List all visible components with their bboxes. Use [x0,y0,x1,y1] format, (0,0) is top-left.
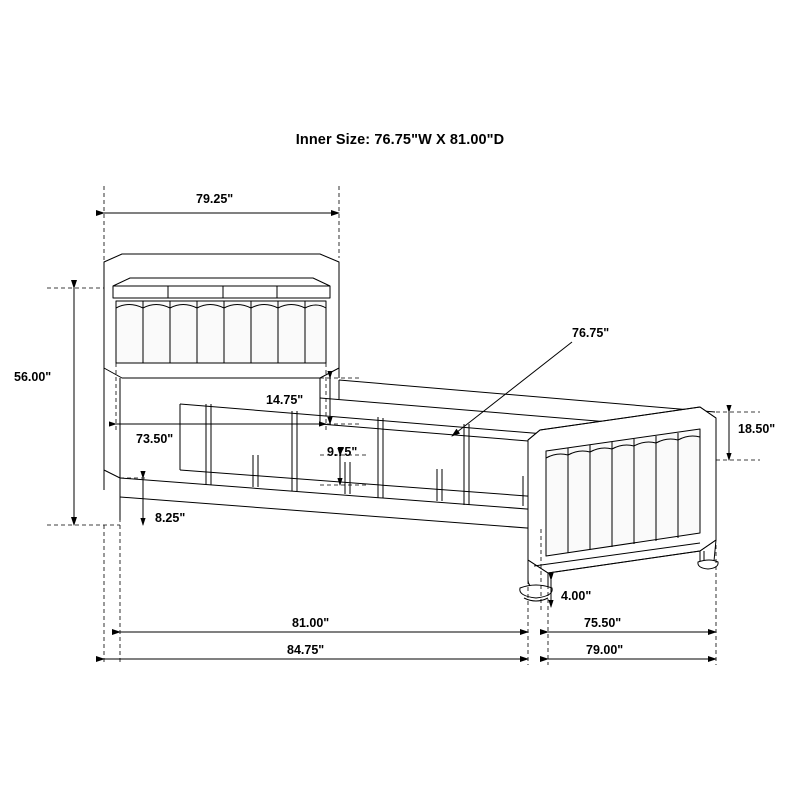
dim-label-footboard-panel-height: 18.50" [738,422,776,436]
dim-label-clearance: 8.25" [155,511,186,525]
dim-label-foot-post: 4.00" [561,589,592,603]
dim-label-overall-footboard-span: 79.00" [586,643,624,657]
leader-line-inner-width [452,342,572,436]
dim-label-headboard-width: 79.25" [196,192,234,206]
diagram-title: Inner Size: 76.75"W X 81.00"D [295,132,505,148]
dim-label-inner-width: 76.75" [572,326,610,340]
dim-label-side-rail-depth: 75.50" [584,616,622,630]
dim-label-inner-depth: 81.00" [292,616,330,630]
dim-label-slat-height: 9.75" [327,445,358,459]
dim-label-overall-depth: 84.75" [287,643,325,657]
dim-label-panel-width: 73.50" [136,432,174,446]
dim-label-headboard-height: 56.00" [14,370,52,384]
dim-label-rail-to-panel: 14.75" [266,393,304,407]
bed-outline [104,254,718,601]
